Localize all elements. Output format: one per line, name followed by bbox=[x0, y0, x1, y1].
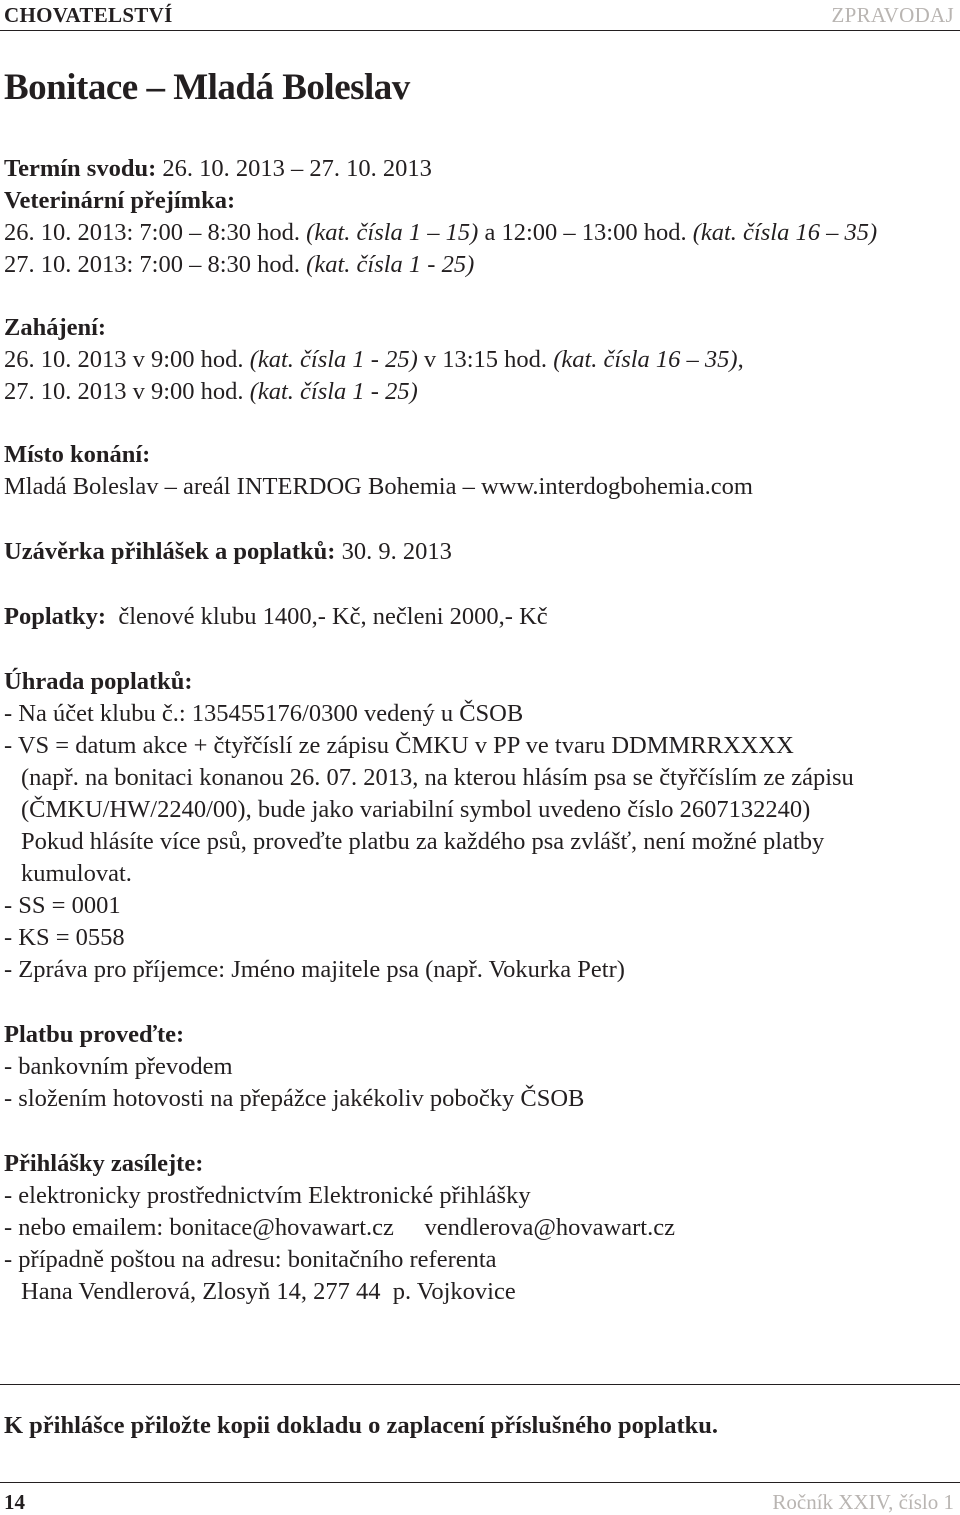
spacer bbox=[4, 986, 954, 1019]
prejimka-line-2 bbox=[4, 249, 954, 281]
uhrada-line: - SS = 0001 bbox=[4, 892, 121, 919]
uhrada-line: - VS = datum akce + čtyřčíslí ze zápisu ČMKU v PP ve tvaru DDMMRRXXXX bbox=[4, 732, 794, 759]
uzaverka-label: Uzávěrka přihlášek a poplatků: bbox=[4, 538, 336, 565]
uhrada-line: (např. na bonitaci konanou 26. 07. 2013, na kterou hlásím psa se čtyřčíslím ze zápisu bbox=[21, 764, 854, 791]
prejimka-cat-3: (kat. čísla 1 - 25) bbox=[306, 251, 475, 278]
spacer bbox=[4, 633, 954, 666]
prejimka-cat-2: (kat. čísla 16 – 35) bbox=[692, 219, 878, 246]
prejimka-cat-1: (kat. čísla 1 – 15) bbox=[306, 219, 479, 246]
prejimka-time-2: a 12:00 – 13:00 hod. bbox=[478, 219, 693, 246]
page-number: 14 bbox=[4, 1490, 25, 1514]
uhrada-line: - Na účet klubu č.: 135455176/0300 vedený u ČSOB bbox=[4, 700, 524, 727]
uzaverka-line bbox=[4, 536, 954, 568]
uhrada-line: - KS = 0558 bbox=[4, 924, 125, 951]
section-label: CHOVATELSTVÍ bbox=[4, 3, 173, 27]
uhrada-line: - Zpráva pro příjemce: Jméno majitele psa (např. Vokurka Petr) bbox=[4, 956, 625, 983]
poplatky-line bbox=[4, 601, 954, 633]
misto-label: Místo konání: bbox=[4, 441, 151, 468]
uhrada-line: (ČMKU/HW/2240/00), bude jako variabilní symbol uvedeno číslo 2607132240) bbox=[21, 796, 811, 823]
prejimka-time-1: 26. 10. 2013: 7:00 – 8:30 hod. bbox=[4, 219, 307, 246]
prejimka-line-1 bbox=[4, 217, 954, 249]
prihlasky-line: Hana Vendlerová, Zlosyň 14, 277 44 p. Vojkovice bbox=[21, 1278, 516, 1305]
zahajeni-time-2: v 13:15 hod. bbox=[417, 346, 554, 373]
page-header bbox=[0, 0, 960, 31]
spacer bbox=[4, 568, 954, 601]
zahajeni-line-2 bbox=[4, 376, 954, 408]
uhrada-label: Úhrada poplatků: bbox=[4, 668, 193, 695]
spacer bbox=[4, 281, 954, 312]
prihlasky-line: - případně poštou na adresu: bonitačního referenta bbox=[4, 1246, 497, 1273]
termin-value: 26. 10. 2013 – 27. 10. 2013 bbox=[156, 155, 432, 182]
spacer bbox=[4, 408, 954, 439]
platbu-label: Platbu proveďte: bbox=[4, 1021, 185, 1048]
prihlasky-line: - nebo emailem: bonitace@hovawart.cz vendlerova@hovawart.cz bbox=[4, 1214, 675, 1241]
article-title: Bonitace – Mladá Boleslav bbox=[4, 67, 410, 108]
prihlasky-label: Přihlášky zasílejte: bbox=[4, 1150, 204, 1177]
spacer bbox=[4, 1115, 954, 1148]
termin-line bbox=[4, 153, 954, 185]
zahajeni-line-1 bbox=[4, 344, 954, 376]
prejimka-time-3: 27. 10. 2013: 7:00 – 8:30 hod. bbox=[4, 251, 307, 278]
uhrada-line: kumulovat. bbox=[21, 860, 132, 887]
divider bbox=[0, 1384, 960, 1385]
misto-value: Mladá Boleslav – areál INTERDOG Bohemia – www.interdogbohemia.com bbox=[4, 473, 753, 500]
zahajeni-comma: , bbox=[737, 346, 744, 373]
prihlasky-line: - elektronicky prostřednictvím Elektronické přihlášky bbox=[4, 1182, 531, 1209]
platbu-line: - bankovním převodem bbox=[4, 1053, 233, 1080]
uhrada-line: Pokud hlásíte více psů, proveďte platbu za každého psa zvlášť, není možné platby bbox=[21, 828, 825, 855]
spacer bbox=[4, 503, 954, 536]
zahajeni-time-1: 26. 10. 2013 v 9:00 hod. bbox=[4, 346, 250, 373]
zahajeni-cat-1: (kat. čísla 1 - 25) bbox=[249, 346, 418, 373]
publication-name: ZPRAVODAJ bbox=[831, 3, 954, 27]
zahajeni-cat-3: (kat. čísla 1 - 25) bbox=[249, 378, 418, 405]
prejimka-label: Veterinární přejímka: bbox=[4, 187, 236, 214]
issue-label: Ročník XXIV, číslo 1 bbox=[772, 1490, 954, 1514]
article-body bbox=[4, 153, 954, 1308]
platbu-line: - složením hotovosti na přepážce jakékoliv pobočky ČSOB bbox=[4, 1085, 585, 1112]
poplatky-label: Poplatky: bbox=[4, 603, 107, 630]
zahajeni-cat-2: (kat. čísla 16 – 35) bbox=[553, 346, 738, 373]
zahajeni-time-3: 27. 10. 2013 v 9:00 hod. bbox=[4, 378, 250, 405]
page-footer bbox=[0, 1482, 960, 1513]
uzaverka-value: 30. 9. 2013 bbox=[335, 538, 452, 565]
termin-label: Termín svodu: bbox=[4, 155, 157, 182]
poplatky-value: členové klubu 1400,- Kč, nečleni 2000,- Kč bbox=[106, 603, 548, 630]
zahajeni-label: Zahájení: bbox=[4, 314, 107, 341]
final-note: K přihlášce přiložte kopii dokladu o zaplacení příslušného poplatku. bbox=[4, 1412, 719, 1439]
